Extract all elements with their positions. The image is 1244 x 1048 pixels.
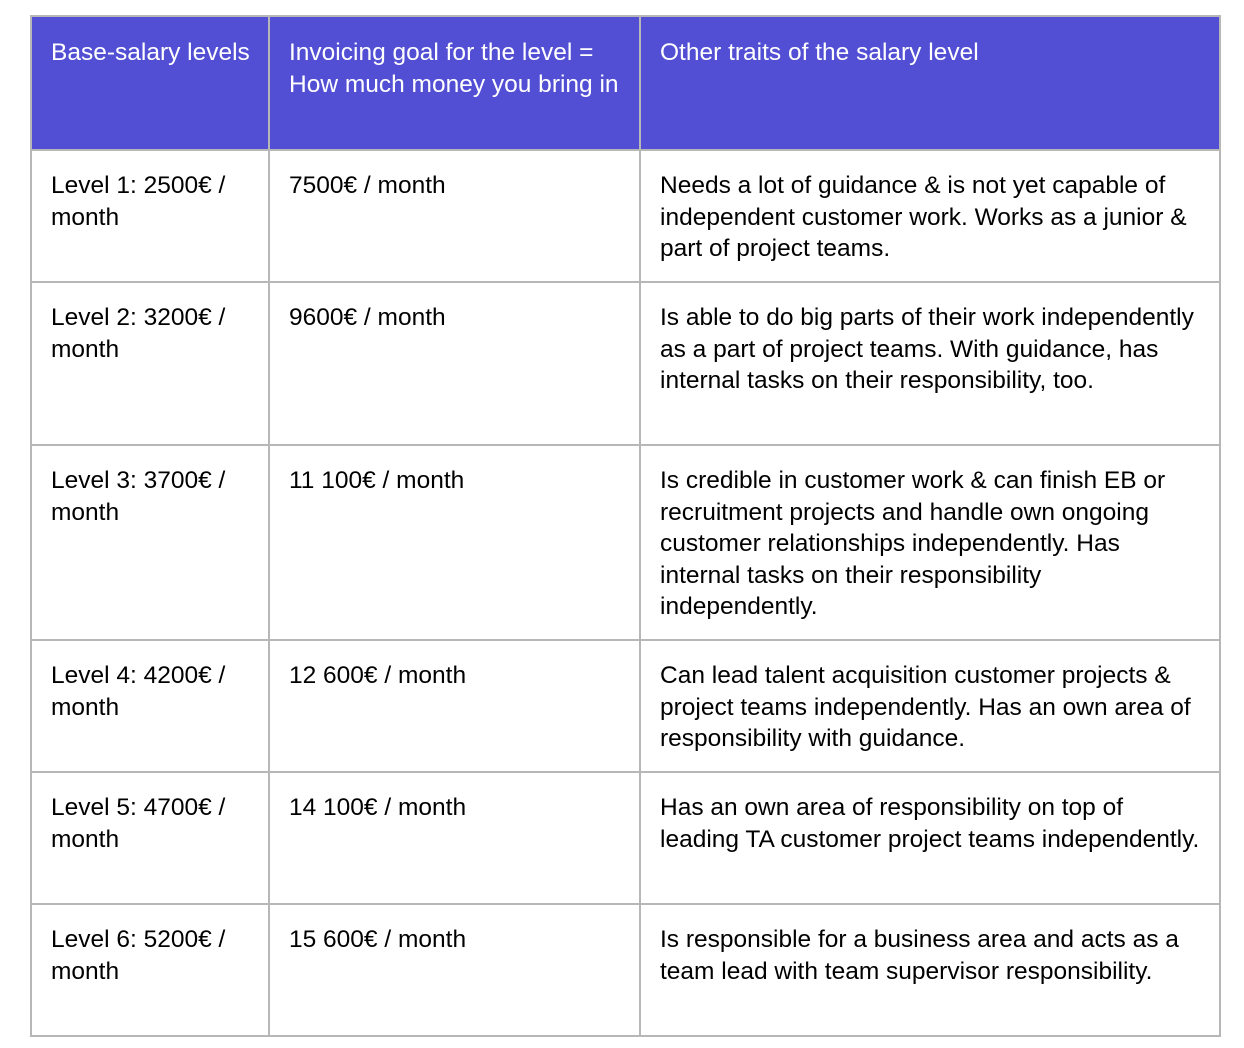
header-base-salary-levels: Base-salary levels bbox=[31, 16, 269, 150]
cell-level: Level 4: 4200€ / month bbox=[31, 640, 269, 772]
table-row bbox=[31, 904, 1220, 1036]
cell-invoicing-goal: 9600€ / month bbox=[269, 282, 640, 445]
salary-levels-table bbox=[30, 15, 1221, 1037]
cell-traits: Needs a lot of guidance & is not yet capable of independent customer work. Works as a junior & part of project teams. bbox=[640, 150, 1220, 282]
cell-traits: Can lead talent acquisition customer projects & project teams independently. Has an own area of responsibility with guidance. bbox=[640, 640, 1220, 772]
cell-level: Level 3: 3700€ / month bbox=[31, 445, 269, 640]
table-row bbox=[31, 150, 1220, 282]
cell-traits: Has an own area of responsibility on top of leading TA customer project teams independently. bbox=[640, 772, 1220, 904]
table-row bbox=[31, 640, 1220, 772]
table-row bbox=[31, 282, 1220, 445]
table-row bbox=[31, 445, 1220, 640]
cell-invoicing-goal: 14 100€ / month bbox=[269, 772, 640, 904]
cell-level: Level 2: 3200€ / month bbox=[31, 282, 269, 445]
cell-invoicing-goal: 7500€ / month bbox=[269, 150, 640, 282]
cell-traits: Is credible in customer work & can finish EB or recruitment projects and handle own ongoing customer relationships independently. Has internal tasks on their responsibility independently. bbox=[640, 445, 1220, 640]
cell-traits: Is responsible for a business area and acts as a team lead with team supervisor responsibility. bbox=[640, 904, 1220, 1036]
cell-level: Level 5: 4700€ / month bbox=[31, 772, 269, 904]
table-header-row bbox=[31, 16, 1220, 150]
cell-invoicing-goal: 12 600€ / month bbox=[269, 640, 640, 772]
cell-invoicing-goal: 15 600€ / month bbox=[269, 904, 640, 1036]
header-other-traits: Other traits of the salary level bbox=[640, 16, 1220, 150]
table-row bbox=[31, 772, 1220, 904]
cell-invoicing-goal: 11 100€ / month bbox=[269, 445, 640, 640]
cell-level: Level 1: 2500€ / month bbox=[31, 150, 269, 282]
header-invoicing-goal: Invoicing goal for the level = How much money you bring in bbox=[269, 16, 640, 150]
cell-level: Level 6: 5200€ / month bbox=[31, 904, 269, 1036]
cell-traits: Is able to do big parts of their work independently as a part of project teams. With guidance, has internal tasks on their responsibility, too. bbox=[640, 282, 1220, 445]
